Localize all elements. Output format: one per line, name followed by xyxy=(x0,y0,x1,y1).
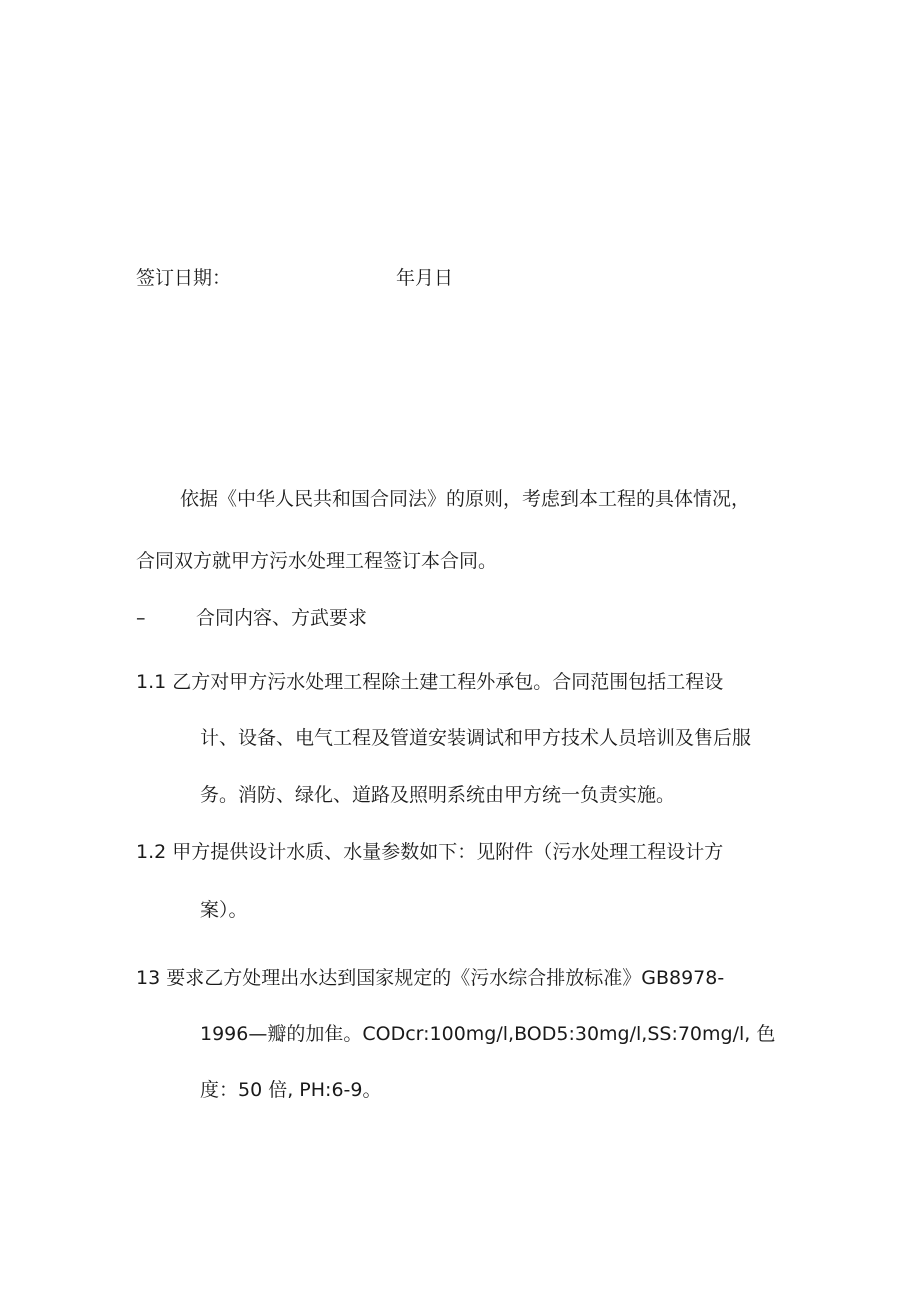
signing-date-value: 年月日 xyxy=(396,267,454,289)
clause-1-3-line-1: 13 要求乙方处理出水达到国家规定的《污水综合排放标准》GB8978- xyxy=(136,967,725,989)
preamble-line-2: 合同双方就甲方污水处理工程签订本合同。 xyxy=(136,550,498,572)
section-marker: – xyxy=(136,607,146,629)
clause-1-2-line-2: 案）。 xyxy=(200,899,248,921)
clause-1-1-line-1: 1.1 乙方对甲方污水处理工程除土建工程外承包。合同范围包括工程设 xyxy=(136,671,724,693)
clause-1-1-line-2: 计、设备、电气工程及管道安装调试和甲方技术人员培训及售后服 xyxy=(200,727,752,749)
clause-1-1-line-3: 务。消防、绿化、道路及照明系统由甲方统一负责实施。 xyxy=(200,784,676,806)
clause-1-3-line-3: 度：50 倍, PH:6-9。 xyxy=(200,1079,382,1101)
section-title: 合同内容、方武要求 xyxy=(196,607,368,629)
signing-date-label: 签订日期： xyxy=(136,267,232,289)
clause-1-2-line-1: 1.2 甲方提供设计水质、水量参数如下：见附件（污水处理工程设计方 xyxy=(136,841,724,863)
clause-1-3-line-2: 1996—瓣的加隹。CODcr:100mg/l,BOD5:30mg/l,SS:70mg/l, 色 xyxy=(200,1023,776,1045)
preamble-line-1: 依据《中华人民共和国合同法》的原则，考虑到本工程的具体情况， xyxy=(180,488,751,510)
